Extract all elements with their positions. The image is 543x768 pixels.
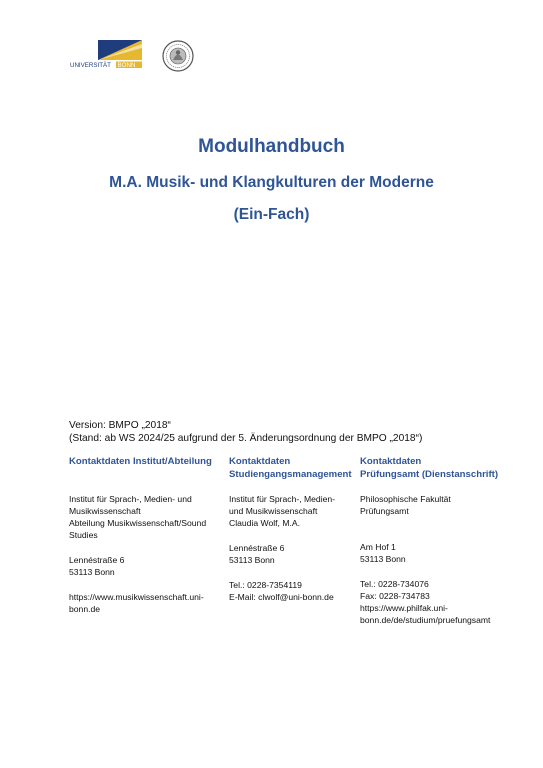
logo-text-highlight: BONN [117, 62, 136, 68]
version-info [69, 419, 422, 445]
program-title: M.A. Musik- und Klangkulturen der Moderne [109, 174, 434, 191]
contact-column-program-management [229, 455, 359, 616]
contact-heading: Kontaktdaten Institut/Abteilung [69, 456, 212, 467]
title-block [0, 134, 543, 226]
contact-heading: Kontaktdaten Studiengangsmanagement [229, 456, 352, 480]
contact-column-exam-office [360, 455, 515, 639]
contact-block-street: Lennéstraße 6 53113 Bonn [69, 555, 125, 577]
contact-column-institute [69, 455, 224, 628]
program-variant: (Ein-Fach) [233, 206, 310, 223]
contact-block-street: Lennéstraße 6 53113 Bonn [229, 543, 285, 565]
contact-block-address-name: Institut für Sprach-, Medien- und Musikwissenschaft Claudia Wolf, M.A. [229, 494, 336, 528]
contact-block-address-name: Philosophische Fakultät Prüfungsamt [360, 494, 451, 516]
university-bonn-logo [70, 40, 142, 68]
document-title: Modulhandbuch [198, 136, 345, 157]
contact-block-street: Am Hof 1 53113 Bonn [360, 542, 406, 564]
contact-block-address-name: Institut für Sprach-, Medien- und Musikwissenschaft Abteilung Musikwissenschaft/Sound Studies [69, 494, 207, 540]
logo-text: UNIVERSITÄT [70, 62, 111, 68]
version-line: Version: BMPO „2018“ [69, 420, 171, 431]
version-status: (Stand: ab WS 2024/25 aufgrund der 5. Änderungsordnung der BMPO „2018“) [69, 433, 423, 444]
contact-block-phone-fax-web[interactable]: Tel.: 0228-734076 Fax: 0228-734783 https://www.philfak.uni- bonn.de/de/studium/pruefungsamt [360, 579, 491, 625]
contact-block-web[interactable]: https://www.musikwissenschaft.uni- bonn.de [69, 592, 204, 614]
contact-heading: Kontaktdaten Prüfungsamt (Dienstanschrift) [360, 456, 499, 480]
contact-block-phone-email[interactable]: Tel.: 0228-7354119 E-Mail: clwolf@uni-bonn.de [229, 580, 334, 602]
faculty-seal-icon [160, 40, 196, 72]
